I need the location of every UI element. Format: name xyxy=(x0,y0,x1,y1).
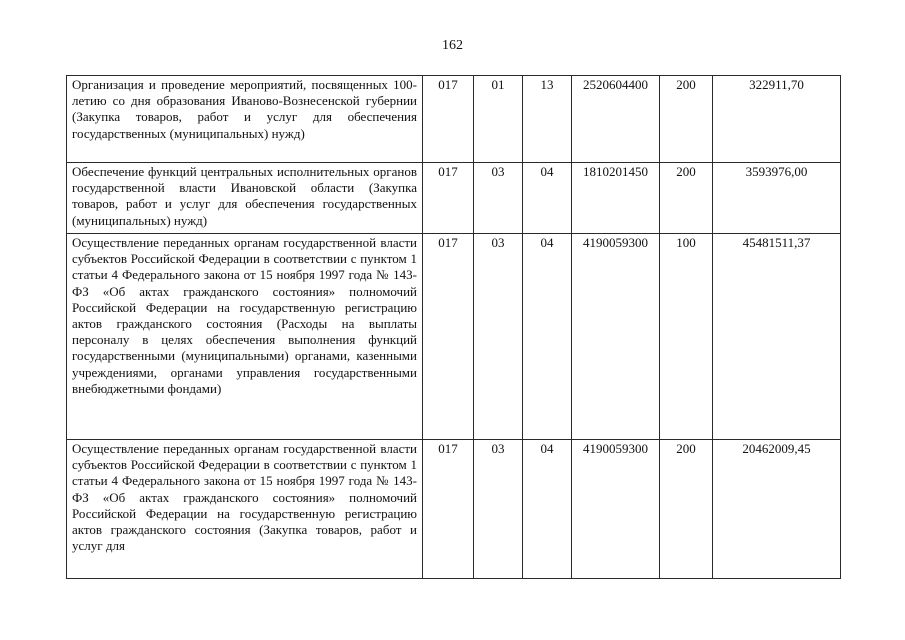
page-number: 162 xyxy=(442,38,463,53)
section-code: 03 xyxy=(474,163,523,234)
subsection-code: 04 xyxy=(523,234,572,440)
expense-type-code: 200 xyxy=(660,163,713,234)
subsection-code: 13 xyxy=(523,76,572,163)
amount: 20462009,45 xyxy=(713,440,841,579)
expense-type-code: 200 xyxy=(660,76,713,163)
row-description: Осуществление переданных органам государственной власти субъектов Российской Федерации в соответствии с пунктом 1 статьи 4 Федерального закона от 15 ноября 1997 года № 143-ФЗ «Об актах гражданского состояния» полномочий Российской Федерации на государственную регистрацию актов гражданского состояния (Расходы на выплаты персоналу в целях обеспечения выполнения функций государственными (муниципальными) органами, казенными учреждениями, органами управления государственными внебюджетными фондами) xyxy=(67,234,423,440)
ministry-code: 017 xyxy=(423,163,474,234)
subsection-code: 04 xyxy=(523,440,572,579)
section-code: 03 xyxy=(474,440,523,579)
target-article-code: 4190059300 xyxy=(572,234,660,440)
ministry-code: 017 xyxy=(423,234,474,440)
target-article-code: 1810201450 xyxy=(572,163,660,234)
expense-type-code: 200 xyxy=(660,440,713,579)
expense-type-code: 100 xyxy=(660,234,713,440)
ministry-code: 017 xyxy=(423,76,474,163)
amount: 3593976,00 xyxy=(713,163,841,234)
table-row xyxy=(67,234,841,440)
target-article-code: 2520604400 xyxy=(572,76,660,163)
row-description: Обеспечение функций центральных исполнительных органов государственной власти Ивановской области (Закупка товаров, работ и услуг для обеспечения государственных (муниципальных) нужд) xyxy=(67,163,423,234)
target-article-code: 4190059300 xyxy=(572,440,660,579)
table-row xyxy=(67,163,841,234)
table-row xyxy=(67,440,841,579)
table-row xyxy=(67,76,841,163)
section-code: 01 xyxy=(474,76,523,163)
row-description: Осуществление переданных органам государственной власти субъектов Российской Федерации в соответствии с пунктом 1 статьи 4 Федерального закона от 15 ноября 1997 года № 143-ФЗ «Об актах гражданского состояния» полномочий Российской Федерации на государственную регистрацию актов гражданского состояния (Закупка товаров, работ и услуг для xyxy=(67,440,423,579)
section-code: 03 xyxy=(474,234,523,440)
budget-table xyxy=(66,75,841,579)
subsection-code: 04 xyxy=(523,163,572,234)
ministry-code: 017 xyxy=(423,440,474,579)
row-description: Организация и проведение мероприятий, посвященных 100-летию со дня образования Иваново-Вознесенской губернии (Закупка товаров, работ и услуг для обеспечения государственных (муниципальных) нужд) xyxy=(67,76,423,163)
amount: 322911,70 xyxy=(713,76,841,163)
amount: 45481511,37 xyxy=(713,234,841,440)
